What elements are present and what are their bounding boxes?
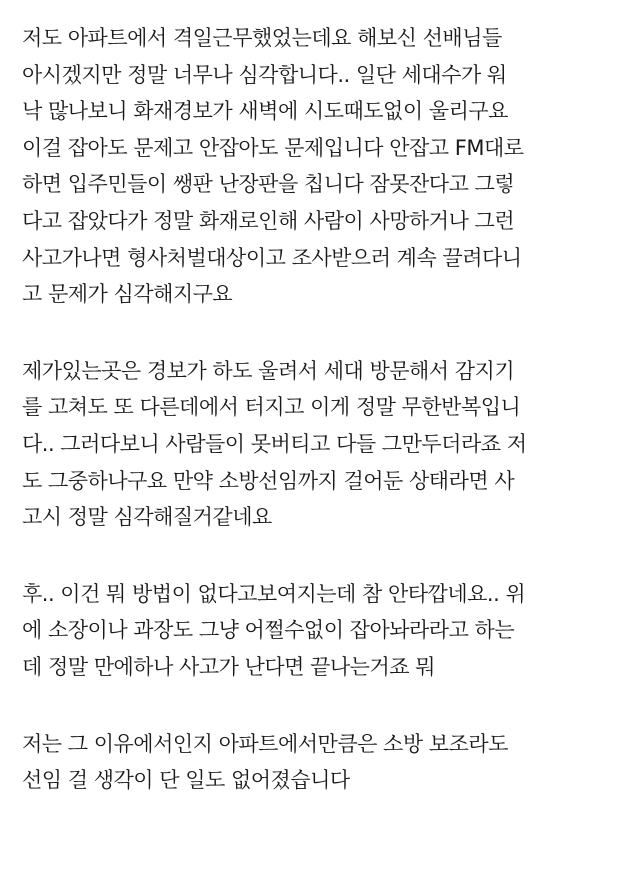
text-line: 다.. 그러다보니 사람들이 못버티고 다들 그만두더라죠 저 bbox=[22, 431, 527, 456]
text-line: 에 소장이나 과장도 그냥 어쩔수없이 잡아놔라라고 하는 bbox=[22, 618, 515, 643]
text-line: 다고 잡았다가 정말 화재로인해 사람이 사망하거나 그런 bbox=[22, 208, 515, 233]
text-line: 도 그중하나구요 만약 소방선임까지 걸어둔 상태라면 사 bbox=[22, 468, 515, 493]
paragraph-1 bbox=[22, 20, 622, 313]
text-line: 고 문제가 심각해지구요 bbox=[22, 282, 233, 307]
text-line: 아시겠지만 정말 너무나 심각합니다.. 일단 세대수가 워 bbox=[22, 62, 507, 87]
text-line: 저도 아파트에서 격일근무했었는데요 해보신 선배님들 bbox=[22, 26, 502, 50]
text-line: 데 정말 만에하나 사고가 난다면 끝나는거죠 뭐 bbox=[22, 654, 435, 679]
post-body bbox=[22, 20, 622, 839]
paragraph-3 bbox=[22, 576, 622, 686]
text-line: 저는 그 이유에서인지 아파트에서만큼은 소방 보조라도 bbox=[22, 731, 508, 756]
text-line: 낙 많나보니 화재경보가 새벽에 시도때도없이 울리구요 bbox=[22, 99, 508, 124]
text-line: 고시 정말 심각해질거같네요 bbox=[22, 505, 272, 530]
text-line: 사고가나면 형사처벌대상이고 조사받으러 계속 끌려다니 bbox=[22, 245, 522, 270]
text-line: 후.. 이건 뭐 방법이 없다고보여지는데 참 안타깝네요.. 위 bbox=[22, 581, 526, 606]
paragraph-4 bbox=[22, 726, 622, 799]
text-line: 를 고쳐도 또 다른데에서 터지고 이게 정말 무한반복입니 bbox=[22, 395, 521, 420]
text-line: 하면 입주민들이 쌩판 난장판을 칩니다 잠못잔다고 그렇 bbox=[22, 172, 515, 197]
text-line: 선임 걸 생각이 단 일도 없어졌습니다 bbox=[22, 768, 350, 793]
paragraph-2 bbox=[22, 353, 622, 536]
text-line: 제가있는곳은 경보가 하도 울려서 세대 방문해서 감지기 bbox=[22, 358, 515, 383]
text-line: 이걸 잡아도 문제고 안잡아도 문제입니다 안잡고 FM대로 bbox=[22, 135, 524, 160]
